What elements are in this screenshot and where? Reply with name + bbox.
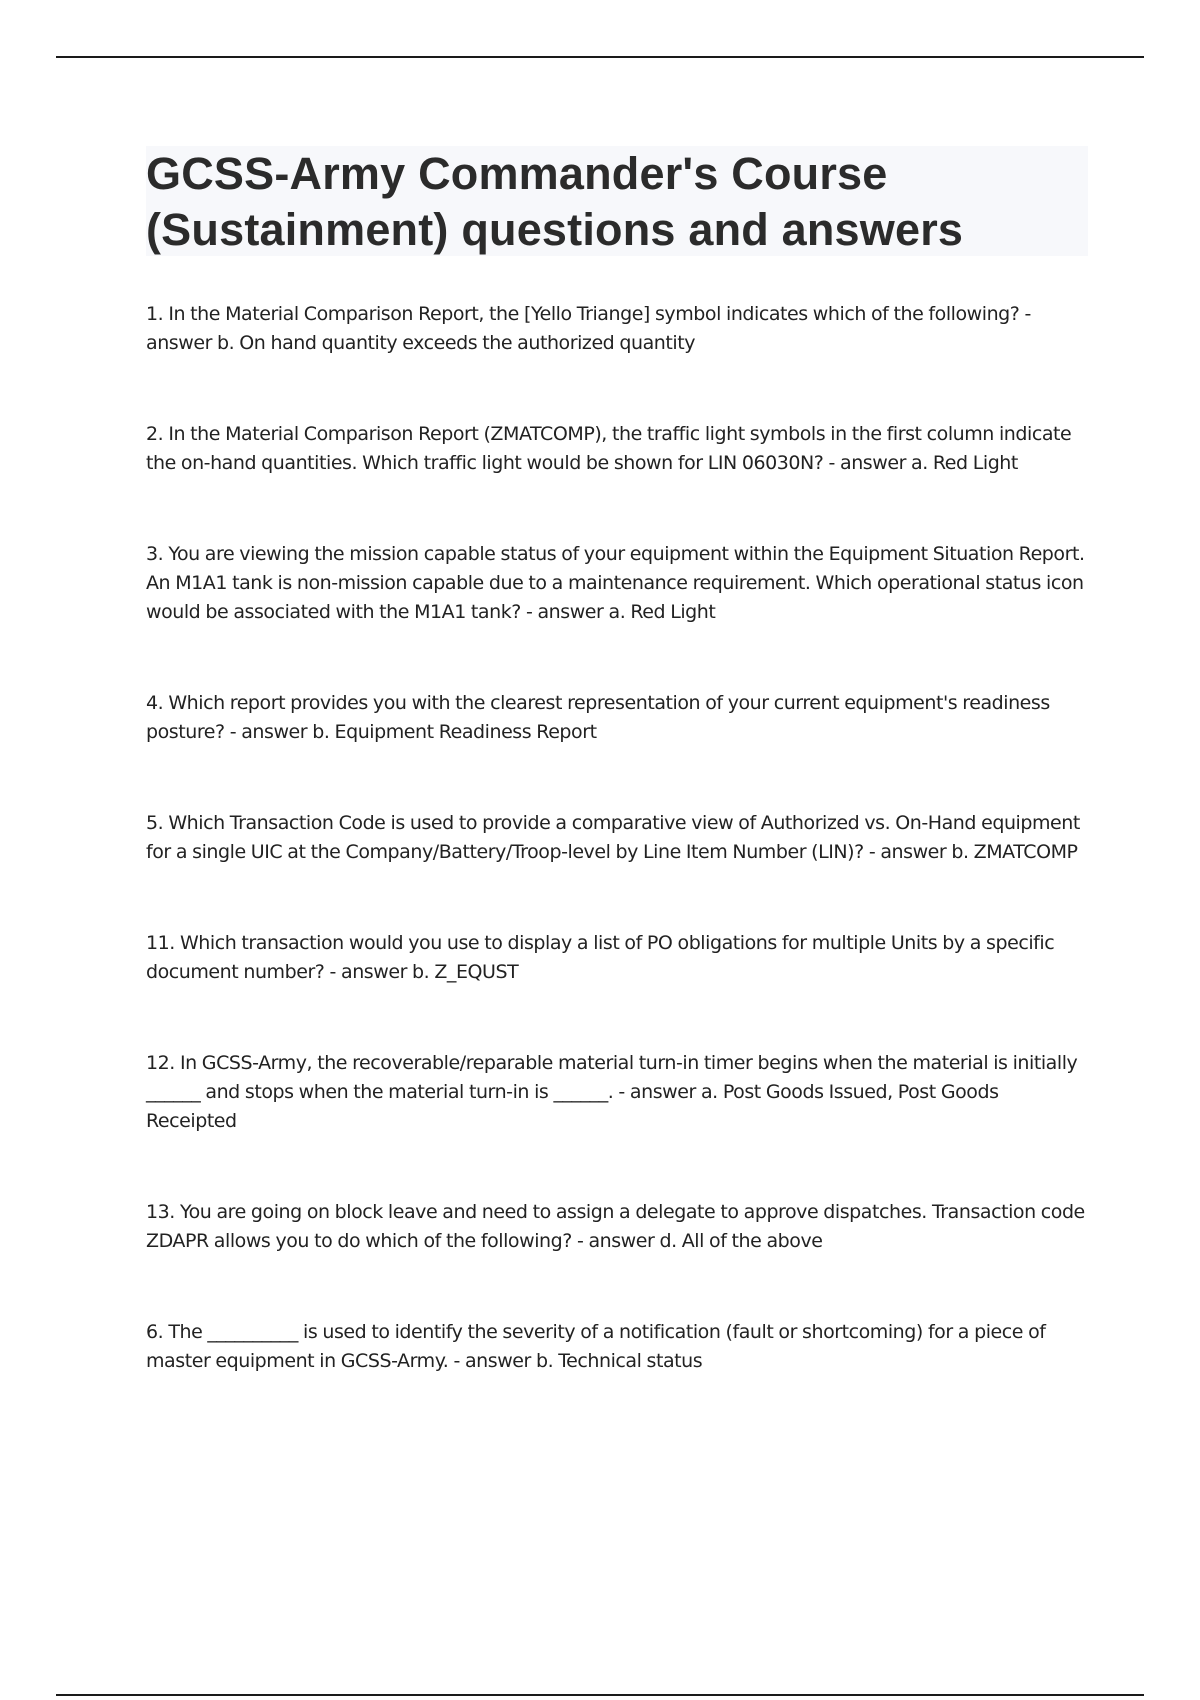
- qa-item: 2. In the Material Comparison Report (ZMATCOMP), the traffic light symbols in the first column indicate the on-hand quantities. Which traffic light would be shown for LIN 06030N? - answer a. Red Light: [146, 423, 1072, 474]
- page-title: [146, 146, 1088, 258]
- qa-item: 1. In the Material Comparison Report, the [Yello Triange] symbol indicates which of the following? - answer b. On hand quantity exceeds the authorized quantity: [146, 303, 1031, 354]
- qa-item: 11. Which transaction would you use to display a list of PO obligations for multiple Units by a specific document number? - answer b. Z_EQUST: [146, 932, 1055, 983]
- title-block: [146, 146, 1088, 256]
- bottom-divider: [56, 1694, 1144, 1696]
- qa-item: 6. The __________ is used to identify the severity of a notification (fault or shortcoming) for a piece of master equipment in GCSS-Army. - answer b. Technical status: [146, 1321, 1046, 1372]
- qa-item: 13. You are going on block leave and need to assign a delegate to approve dispatches. Transaction code ZDAPR allows you to do which of the following? - answer d. All of the above: [146, 1201, 1085, 1252]
- qa-list: [146, 300, 1086, 1376]
- page-title-line-1: GCSS-Army Commander's Course: [146, 148, 888, 199]
- qa-item: 12. In GCSS-Army, the recoverable/reparable material turn-in timer begins when the material is initially ______ and stops when the material turn-in is ______. - answer a. Post Goods Issued, Post Goods Receipted: [146, 1052, 1078, 1132]
- qa-item: 4. Which report provides you with the clearest representation of your current equipment's readiness posture? - answer b. Equipment Readiness Report: [146, 692, 1050, 743]
- qa-item: 5. Which Transaction Code is used to provide a comparative view of Authorized vs. On-Hand equipment for a single UIC at the Company/Battery/Troop-level by Line Item Number (LIN)? - answer b. ZMATCOMP: [146, 812, 1080, 863]
- qa-item: 3. You are viewing the mission capable status of your equipment within the Equipment Situation Report. An M1A1 tank is non-mission capable due to a maintenance requirement. Which operational status icon would be associated with the M1A1 tank? - answer a. Red Light: [146, 543, 1085, 623]
- page-title-line-2: (Sustainment) questions and answers: [146, 204, 964, 255]
- top-divider: [56, 56, 1144, 58]
